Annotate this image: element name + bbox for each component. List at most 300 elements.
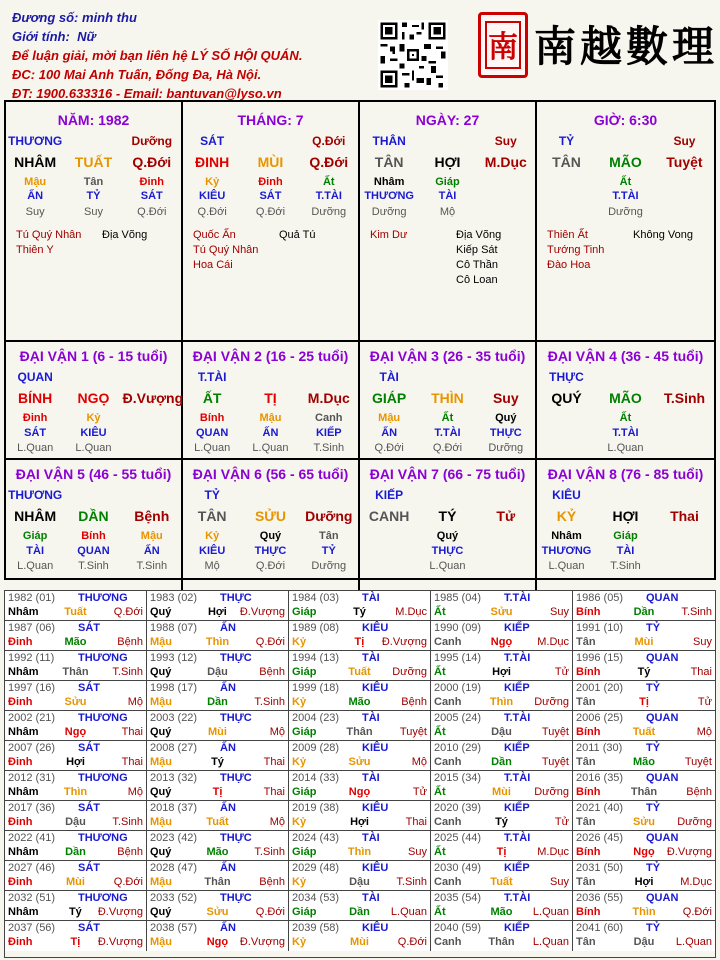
year-phase: T.Sinh — [396, 876, 427, 888]
year-branch: Ngọ — [348, 786, 371, 798]
year-label: 2037 (56) — [8, 922, 56, 934]
year-label: 2023 (42) — [150, 832, 198, 844]
cell-value: Ất — [619, 412, 632, 424]
cell-value: GIÁP — [372, 390, 407, 406]
year-body — [576, 906, 712, 920]
year-label: 2039 (58) — [292, 922, 340, 934]
year-label: 2010 (29) — [434, 742, 482, 754]
year-star: KIẾP — [504, 862, 530, 874]
year-label: 2041 (60) — [576, 922, 624, 934]
cell-value: Mậu — [378, 412, 401, 424]
year-cell — [573, 741, 715, 771]
year-star: TỶ — [646, 682, 661, 694]
cell-value: Đinh — [139, 176, 164, 188]
year-branch: Thìn — [489, 696, 514, 708]
year-branch: Thân — [488, 936, 515, 948]
year-cell — [289, 741, 431, 771]
cell-value: T.TÀI — [434, 427, 461, 439]
year-stem: Mậu — [150, 696, 172, 708]
pillar-cell — [183, 102, 360, 342]
cell-value: THỰC — [254, 545, 287, 557]
year-body — [8, 936, 143, 950]
cell-row — [360, 412, 535, 424]
year-body — [8, 876, 143, 890]
year-body — [150, 756, 285, 770]
phone-line[interactable]: ĐT: 1900.633316 - Email: bantuvan@lyso.vn — [12, 86, 282, 101]
pillar-cell — [537, 102, 714, 342]
cell-value: Mộ — [204, 560, 220, 572]
year-branch: Dần — [207, 696, 228, 708]
year-phase: Suy — [408, 846, 427, 858]
cell-value — [655, 442, 714, 454]
cell-row — [537, 427, 714, 439]
logo-text: 南越數理 — [534, 22, 719, 71]
cell-row — [6, 545, 181, 557]
cell-value: QUAN — [195, 427, 229, 439]
year-stem: Ất — [434, 846, 446, 858]
year-phase: Đ.Vượng — [97, 906, 143, 918]
cell-value — [360, 545, 418, 557]
cell-value: QUAN — [17, 370, 53, 384]
year-star: KIÊU — [362, 742, 389, 754]
year-header — [150, 892, 285, 906]
year-label: 2025 (44) — [434, 832, 482, 844]
year-star: T.TÀI — [504, 652, 531, 664]
year-label: 2015 (34) — [434, 772, 482, 784]
year-phase: T.Sinh — [254, 696, 285, 708]
cell-value: Suy — [25, 206, 45, 218]
year-stem: Kỷ — [292, 936, 307, 948]
cell-row — [6, 530, 181, 542]
year-label: 1989 (08) — [292, 622, 340, 634]
year-star: SÁT — [78, 862, 100, 874]
year-phase: Thai — [121, 756, 143, 768]
year-branch: Hợi — [66, 756, 85, 768]
year-header — [576, 862, 712, 876]
cell-value: TÝ — [438, 508, 457, 524]
year-label: 2031 (50) — [576, 862, 624, 874]
cell-value: THƯƠNG — [8, 488, 63, 502]
year-branch: Tuất — [490, 876, 513, 888]
year-star: TỶ — [646, 922, 661, 934]
year-body — [292, 936, 427, 950]
cell-value: ẤN — [262, 427, 279, 439]
year-stem: Tân — [576, 876, 596, 888]
year-stem: Canh — [434, 936, 462, 948]
year-branch: Tuất — [348, 666, 371, 678]
cell-row — [537, 545, 714, 557]
cell-value: THƯƠNG — [364, 190, 414, 202]
year-label: 1993 (12) — [150, 652, 198, 664]
cell-value — [655, 412, 714, 424]
year-label: 2020 (39) — [434, 802, 482, 814]
year-branch: Dậu — [349, 876, 370, 888]
star-good: Hoa Cái — [193, 259, 233, 271]
year-branch: Tý — [495, 816, 508, 828]
year-label: 1997 (16) — [8, 682, 56, 694]
year-cell — [289, 621, 431, 651]
year-cell — [147, 891, 289, 921]
year-cell — [147, 921, 289, 951]
year-cell — [289, 801, 431, 831]
year-phase: Tử — [554, 816, 569, 828]
year-branch: Mão — [64, 636, 87, 648]
cell-value: Ất — [619, 176, 632, 188]
cell-value: T.TÀI — [612, 190, 639, 202]
cell-value: Ất — [441, 412, 454, 424]
cell-row — [183, 176, 358, 188]
year-star: TỶ — [646, 742, 661, 754]
year-body — [292, 906, 427, 920]
year-label: 2008 (27) — [150, 742, 198, 754]
year-stem: Ất — [434, 666, 446, 678]
cell-value — [123, 370, 181, 384]
year-branch: Thân — [204, 876, 231, 888]
year-header — [292, 772, 427, 786]
year-stem: Canh — [434, 876, 462, 888]
year-stem: Quý — [150, 786, 172, 798]
cell-value — [655, 427, 714, 439]
cell-value: Đ.Vượng — [122, 390, 184, 406]
year-branch: Tuất — [206, 816, 229, 828]
year-stem: Tân — [576, 636, 596, 648]
year-body — [434, 756, 569, 770]
year-phase: Tử — [697, 696, 712, 708]
cell-value: Q.Đới — [197, 206, 227, 218]
cell-value: TỊ — [264, 390, 277, 406]
year-stem: Canh — [434, 696, 462, 708]
year-phase: Bệnh — [259, 666, 285, 678]
year-phase: Suy — [693, 636, 712, 648]
year-phase: Đ.Vượng — [666, 846, 712, 858]
year-body — [576, 636, 712, 650]
cell-value: CANH — [368, 508, 410, 524]
year-body — [434, 606, 569, 620]
year-branch: Dậu — [633, 936, 655, 948]
cell-value: T.Sinh — [663, 390, 706, 406]
cell-value — [418, 488, 476, 502]
year-star: QUAN — [646, 592, 679, 604]
pillar-title: NGÀY: 27 — [415, 112, 480, 128]
year-cell — [147, 801, 289, 831]
year-phase: Đ.Vượng — [239, 936, 285, 948]
cell-value: QUÝ — [551, 390, 582, 406]
cell-row — [6, 206, 181, 218]
cell-value — [300, 488, 358, 502]
year-stem: Mậu — [150, 936, 172, 948]
cell-value: KIẾP — [375, 488, 404, 502]
name-line: Đương số: minh thu — [12, 10, 137, 25]
year-header — [150, 832, 285, 846]
year-body — [434, 906, 569, 920]
year-star: THỰC — [220, 832, 252, 844]
year-body — [576, 786, 712, 800]
year-branch: Sửu — [206, 906, 229, 918]
year-cell — [573, 921, 715, 951]
year-label: 2018 (37) — [150, 802, 198, 814]
cell-value — [596, 370, 655, 384]
year-body — [8, 696, 143, 710]
year-body — [8, 846, 143, 860]
year-star: TÀI — [362, 832, 380, 844]
year-cell — [5, 651, 147, 681]
year-stem: Kỷ — [292, 756, 307, 768]
star-bad: Kiếp Sát — [456, 244, 498, 256]
cell-value: TÀI — [26, 545, 45, 557]
year-body — [434, 846, 569, 860]
year-phase: Đ.Vượng — [239, 606, 285, 618]
year-header — [576, 922, 712, 936]
star-bad: Cô Thần — [456, 259, 498, 271]
year-phase: L.Quan — [532, 936, 569, 948]
year-branch: Tuất — [64, 606, 87, 618]
year-star: TỶ — [646, 862, 661, 874]
year-star: ẤN — [220, 862, 236, 874]
year-star: KIẾP — [504, 802, 530, 814]
year-label: 1985 (04) — [434, 592, 482, 604]
year-header — [434, 682, 569, 696]
year-body — [8, 906, 143, 920]
cell-value: T.TÀI — [612, 427, 639, 439]
year-body — [576, 666, 712, 680]
year-cell — [431, 861, 573, 891]
cell-value: TỶ — [204, 488, 220, 502]
year-body — [576, 606, 712, 620]
year-body — [150, 816, 285, 830]
year-header — [576, 652, 712, 666]
gender-line: Giới tính: Nữ — [12, 29, 96, 44]
year-star: THỰC — [220, 892, 252, 904]
cell-row — [183, 560, 358, 572]
year-cell — [573, 771, 715, 801]
cell-value — [300, 370, 358, 384]
cell-value: Q.Đới — [309, 154, 349, 170]
cell-value: Dưỡng — [311, 560, 347, 572]
year-label: 2033 (52) — [150, 892, 198, 904]
cell-value — [360, 530, 418, 542]
cell-row — [537, 176, 714, 188]
cell-value: HỢI — [612, 508, 639, 524]
cell-value: HỢI — [434, 154, 461, 170]
cell-value: SÁT — [200, 134, 225, 148]
cell-value: TỶ — [321, 545, 336, 557]
year-star: TÀI — [362, 652, 380, 664]
star-good: Quốc Ấn — [193, 229, 236, 241]
year-star: TỶ — [646, 622, 661, 634]
brand-logo — [478, 10, 718, 90]
year-star: T.TÀI — [504, 592, 531, 604]
year-branch: Mùi — [208, 726, 227, 738]
cell-row — [537, 412, 714, 424]
year-stem: Nhâm — [8, 906, 39, 918]
cell-value: Thai — [670, 508, 699, 524]
cell-value: TÀI — [438, 190, 457, 202]
year-header — [434, 862, 569, 876]
cell-value: T.Sinh — [136, 560, 168, 572]
year-header — [150, 922, 285, 936]
year-stem: Bính — [576, 666, 601, 678]
year-cell — [5, 741, 147, 771]
cell-value: THÌN — [431, 390, 464, 406]
year-branch: Thìn — [63, 786, 88, 798]
year-header — [8, 592, 143, 606]
year-label: 2030 (49) — [434, 862, 482, 874]
year-body — [434, 726, 569, 740]
year-stem: Bính — [576, 846, 601, 858]
cell-row — [360, 190, 535, 202]
cell-row — [360, 206, 535, 218]
year-body — [292, 666, 427, 680]
year-header — [150, 802, 285, 816]
year-stem: Ất — [434, 606, 446, 618]
cell-value: T.Sinh — [313, 442, 345, 454]
dai-van-cell — [537, 342, 714, 460]
year-star: QUAN — [646, 712, 679, 724]
year-body — [8, 756, 143, 770]
cell-row — [360, 488, 535, 502]
year-star: THỰC — [220, 652, 252, 664]
year-branch: Ngọ — [633, 846, 655, 858]
cell-value — [655, 176, 714, 188]
year-label: 2002 (21) — [8, 712, 56, 724]
year-branch: Sửu — [490, 606, 513, 618]
year-stem: Nhâm — [8, 846, 39, 858]
year-stem: Đinh — [8, 696, 33, 708]
year-star: KIÊU — [362, 862, 389, 874]
year-phase: Q.Đới — [113, 876, 143, 888]
year-phase: Mộ — [269, 726, 285, 738]
year-star: THƯƠNG — [78, 832, 128, 844]
contact-line: Để luận giải, mời bạn liên hệ LÝ SỐ HỘI QUÁN. — [12, 48, 303, 63]
cell-value: Kỷ — [205, 176, 220, 188]
cell-value: L.Quan — [17, 560, 54, 572]
cell-row — [183, 412, 358, 424]
cell-row — [360, 427, 535, 439]
year-branch: Tị — [496, 846, 507, 858]
cell-row — [6, 134, 181, 148]
year-header — [292, 712, 427, 726]
year-body — [292, 786, 427, 800]
year-branch: Tý — [68, 906, 82, 918]
cell-value — [655, 488, 714, 502]
cell-row — [6, 427, 181, 439]
cell-row — [537, 370, 714, 384]
year-header — [8, 652, 143, 666]
year-stem: Kỷ — [292, 876, 307, 888]
year-header — [434, 742, 569, 756]
cell-value: KIÊU — [80, 427, 107, 439]
cell-value: BÍNH — [18, 390, 53, 406]
year-branch: Tý — [211, 756, 224, 768]
cell-row — [183, 134, 358, 148]
cell-value: Tử — [496, 508, 516, 524]
cell-value — [477, 545, 535, 557]
year-stem: Giáp — [292, 786, 317, 798]
cell-row — [6, 190, 181, 202]
year-label: 1996 (15) — [576, 652, 624, 664]
year-phase: Bệnh — [401, 696, 427, 708]
cell-value: Dưỡng — [371, 206, 407, 218]
cell-value: Bệnh — [134, 508, 170, 524]
year-phase: L.Quan — [532, 906, 569, 918]
year-label: 2017 (36) — [8, 802, 56, 814]
year-star: TÀI — [362, 592, 380, 604]
year-cell — [573, 591, 715, 621]
year-branch: Mão — [490, 906, 513, 918]
year-header — [292, 832, 427, 846]
cell-value: THỰC — [431, 545, 464, 557]
cell-row — [183, 190, 358, 202]
cell-value: Giáp — [435, 176, 460, 188]
year-phase: Mộ — [127, 786, 143, 798]
year-phase: Q.Đới — [255, 906, 285, 918]
year-stem: Mậu — [150, 636, 172, 648]
qr-code-icon[interactable] — [378, 20, 448, 90]
year-branch: Tị — [354, 636, 365, 648]
year-stem: Quý — [150, 846, 172, 858]
year-stem: Nhâm — [8, 606, 39, 618]
cell-value: L.Quan — [607, 442, 644, 454]
year-branch: Mão — [632, 756, 655, 768]
year-label: 2028 (47) — [150, 862, 198, 874]
year-cell — [147, 861, 289, 891]
cell-row — [6, 390, 184, 406]
year-cell — [431, 831, 573, 861]
year-label: 1986 (05) — [576, 592, 624, 604]
year-body — [434, 936, 569, 950]
year-cell — [431, 741, 573, 771]
year-stem: Ất — [434, 786, 446, 798]
year-label: 2036 (55) — [576, 892, 624, 904]
cell-row — [360, 545, 535, 557]
pillar-cell — [360, 102, 537, 342]
cell-row — [183, 427, 358, 439]
year-cell — [573, 831, 715, 861]
year-body — [292, 726, 427, 740]
year-cell — [431, 891, 573, 921]
year-star: TÀI — [362, 772, 380, 784]
year-label: 1990 (09) — [434, 622, 482, 634]
year-cell — [431, 681, 573, 711]
year-cell — [573, 651, 715, 681]
year-cell — [5, 591, 147, 621]
year-cell — [147, 711, 289, 741]
year-header — [150, 652, 285, 666]
year-star: KIÊU — [362, 802, 389, 814]
cell-value: L.Quan — [429, 560, 466, 572]
cell-value: Kỷ — [86, 412, 101, 424]
year-label: 1987 (06) — [8, 622, 56, 634]
year-header — [576, 712, 712, 726]
year-branch: Mão — [348, 696, 371, 708]
year-header — [576, 802, 712, 816]
year-branch: Sửu — [632, 816, 655, 828]
year-label: 2022 (41) — [8, 832, 56, 844]
cell-value — [477, 206, 535, 218]
cell-row — [360, 176, 535, 188]
year-stem: Quý — [150, 726, 172, 738]
year-cell — [573, 861, 715, 891]
year-branch: Dần — [349, 906, 370, 918]
cell-value: Bính — [81, 530, 106, 542]
year-stem: Ất — [434, 906, 446, 918]
cell-value — [477, 530, 535, 542]
year-star: KIÊU — [362, 622, 389, 634]
year-stem: Giáp — [292, 606, 317, 618]
year-body — [292, 846, 427, 860]
cell-value: KIẾP — [315, 427, 342, 439]
cell-row — [537, 560, 714, 572]
